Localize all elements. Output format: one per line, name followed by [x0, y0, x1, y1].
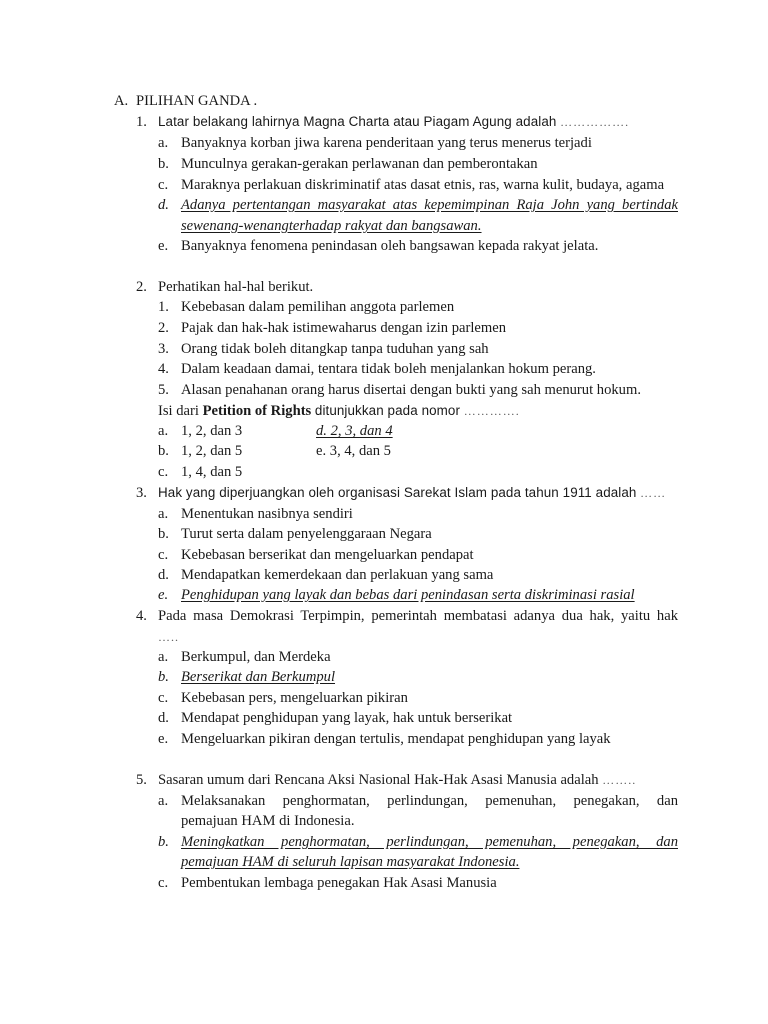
q3-stem: Hak yang diperjuangkan oleh organisasi Sarekat Islam pada tahun 1911 adalah — [158, 485, 637, 500]
q2-b-text: 1, 2, dan 5 — [181, 443, 243, 459]
q5-a-text-line1: Melaksanakan penghormatan, perlindungan, pemenuhan, penegakan, dan — [181, 793, 678, 809]
q2-item-num: 5. — [158, 382, 169, 398]
q4-a-text: Berkumpul, dan Merdeka — [181, 649, 331, 665]
q4-c-text: Kebebasan pers, mengeluarkan pikiran — [181, 690, 408, 706]
q2-item-text: Dalam keadaan damai, tentara tidak boleh menjalankan hokum perang. — [181, 361, 596, 377]
q2-e-option: e. 3, 4, dan 5 — [316, 443, 391, 459]
q4-dots: ….. — [158, 630, 179, 644]
q5-c-letter: c. — [158, 875, 169, 891]
q1-b-text: Munculnya gerakan-gerakan perlawanan dan pemberontakan — [181, 156, 538, 172]
q1-d-text-line1: Adanya pertentangan masyarakat atas kepemimpinan Raja John yang bertindak — [181, 197, 678, 213]
q2-item-text: Pajak dan hak-hak istimewaharus dengan izin parlemen — [181, 320, 507, 336]
q1-b-letter: b. — [158, 156, 169, 172]
q3-a-letter: a. — [158, 506, 169, 522]
q3-b-letter: b. — [158, 526, 169, 542]
q5-b-text-line2: pemajuan HAM di seluruh lapisan masyarakat Indonesia. — [181, 854, 520, 870]
q5-stem: Sasaran umum dari Rencana Aksi Nasional Hak-Hak Asasi Manusia adalah — [158, 772, 599, 788]
q2-number: 2. — [136, 279, 147, 295]
q2-c-letter: c. — [158, 464, 169, 480]
q3-d-text: Mendapatkan kemerdekaan dan perlakuan yang sama — [181, 567, 494, 583]
q4-d-text: Mendapat penghidupan yang layak, hak untuk berserikat — [181, 710, 513, 726]
q5-dots: …….. — [602, 773, 637, 787]
q2-item-text: Orang tidak boleh ditangkap tanpa tuduhan yang sah — [181, 341, 489, 357]
q5-b-letter: b. — [158, 834, 169, 850]
q5-number: 5. — [136, 772, 147, 788]
q1-d-letter: d. — [158, 197, 169, 213]
q1-e-letter: e. — [158, 238, 169, 254]
q2-a-text: 1, 2, dan 3 — [181, 423, 243, 439]
q1-stem-line — [158, 112, 629, 132]
q4-e-letter: e. — [158, 731, 169, 747]
q1-number: 1. — [136, 114, 147, 130]
q5-stem-line — [158, 770, 636, 790]
q1-dots: ……………. — [560, 115, 630, 129]
q1-stem: Latar belakang lahirnya Magna Charta atau Piagam Agung adalah — [158, 114, 557, 129]
q2-question-post: ditunjukkan pada nomor — [314, 403, 461, 418]
section-title: PILIHAN GANDA . — [136, 93, 258, 109]
q2-item-text: Kebebasan dalam pemilihan anggota parlemen — [181, 299, 455, 315]
q2-question-bold: Petition of Rights — [202, 403, 312, 419]
q1-a-text: Banyaknya korban jiwa karena penderitaan yang terus menerus terjadi — [181, 135, 592, 151]
q2-a-letter: a. — [158, 423, 169, 439]
q2-item-num: 4. — [158, 361, 169, 377]
q4-b-letter: b. — [158, 669, 169, 685]
q1-c-text: Maraknya perlakuan diskriminatif atas dasat etnis, ras, warna kulit, budaya, agama — [181, 177, 665, 193]
q2-c-text: 1, 4, dan 5 — [181, 464, 243, 480]
q2-b-letter: b. — [158, 443, 169, 459]
q3-a-text: Menentukan nasibnya sendiri — [181, 506, 353, 522]
q5-a-text-line2: pemajuan HAM di Indonesia. — [181, 813, 355, 829]
q2-question-line — [158, 401, 520, 421]
q3-stem-line — [158, 483, 666, 503]
q2-item-num: 3. — [158, 341, 169, 357]
q2-d-option: d. 2, 3, dan 4 — [316, 423, 393, 439]
q1-e-text: Banyaknya fenomena penindasan oleh bangsawan kepada rakyat jelata. — [181, 238, 599, 254]
q4-c-letter: c. — [158, 690, 169, 706]
q3-number: 3. — [136, 485, 147, 501]
q2-question-pre: Isi dari — [158, 403, 199, 419]
q3-d-letter: d. — [158, 567, 169, 583]
q1-c-letter: c. — [158, 177, 169, 193]
q3-c-text: Kebebasan berserikat dan mengeluarkan pendapat — [181, 547, 474, 563]
q2-dots: …………. — [463, 404, 520, 418]
q4-number: 4. — [136, 608, 147, 624]
q4-stem: Pada masa Demokrasi Terpimpin, pemerintah membatasi adanya dua hak, yaitu hak — [158, 608, 678, 624]
q2-item-num: 2. — [158, 320, 169, 336]
q4-d-letter: d. — [158, 710, 169, 726]
q2-item-num: 1. — [158, 299, 169, 315]
q2-item-text: Alasan penahanan orang harus disertai dengan bukti yang sah menurut hokum. — [181, 382, 641, 398]
q3-e-text: Penghidupan yang layak dan bebas dari penindasan serta diskriminasi rasial — [181, 587, 635, 603]
q2-stem: Perhatikan hal-hal berikut. — [158, 279, 314, 295]
q1-d-text-line2: sewenang-wenangterhadap rakyat dan bangsawan. — [181, 218, 482, 234]
q5-a-letter: a. — [158, 793, 169, 809]
q3-b-text: Turut serta dalam penyelenggaraan Negara — [181, 526, 432, 542]
q3-dots: …… — [640, 486, 667, 500]
section-marker: A. — [114, 93, 129, 109]
q5-b-text-line1: Meningkatkan penghormatan, perlindungan, pemenuhan, penegakan, dan — [181, 834, 678, 850]
q4-a-letter: a. — [158, 649, 169, 665]
q4-e-text: Mengeluarkan pikiran dengan tertulis, mendapat penghidupan yang layak — [181, 731, 611, 747]
q1-a-letter: a. — [158, 135, 169, 151]
q3-c-letter: c. — [158, 547, 169, 563]
q4-b-text: Berserikat dan Berkumpul — [181, 669, 336, 685]
q3-e-letter: e. — [158, 587, 169, 603]
q5-c-text: Pembentukan lembaga penegakan Hak Asasi Manusia — [181, 875, 497, 891]
